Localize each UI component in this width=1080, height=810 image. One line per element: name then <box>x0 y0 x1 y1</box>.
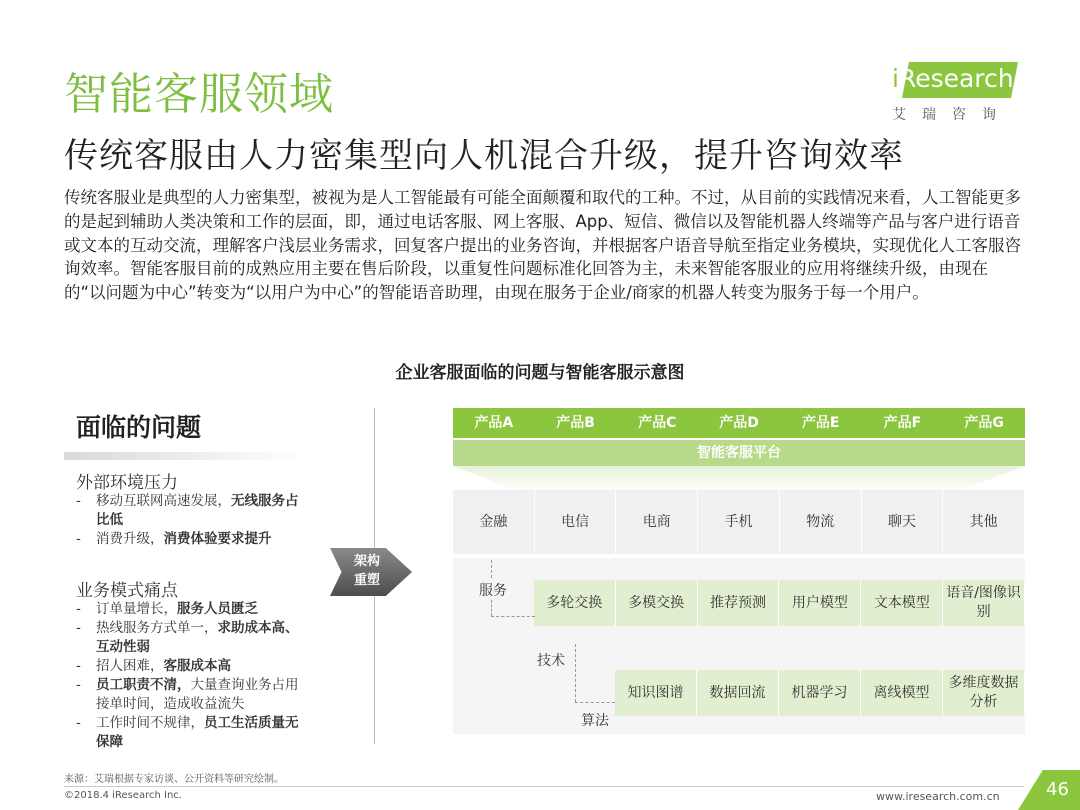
list-item-text <box>96 530 272 549</box>
empty-cell <box>453 670 534 716</box>
technology-cell: 文本模型 <box>861 580 943 626</box>
item-emphasis: 消费体验要求提升 <box>163 531 272 547</box>
bullet-dash: - <box>76 658 81 674</box>
list-item-text <box>96 619 306 657</box>
arrow-label-line2: 重塑 <box>354 573 381 588</box>
item-plain: 热线服务方式单一， <box>96 620 218 636</box>
algorithm-cell: 知识图谱 <box>615 670 697 716</box>
service-connector-h <box>491 616 535 617</box>
list-item-text <box>96 492 306 530</box>
bullet-dash: - <box>76 601 81 617</box>
source-note: 来源：艾瑞根据专家访谈、公开资料等研究绘制。 <box>64 774 284 785</box>
item-emphasis: 求助成本高、互动性弱 <box>96 620 299 655</box>
bullet-dash: - <box>76 620 81 636</box>
algorithm-cell: 数据回流 <box>697 670 779 716</box>
technology-cell: 多轮交换 <box>534 580 616 626</box>
bullet-dash: - <box>76 715 81 731</box>
figure-title: 企业客服面临的问题与智能客服示意图 <box>395 363 685 383</box>
technology-cell: 语音/图像识别 <box>943 580 1025 626</box>
product-cell: 产品D <box>719 415 759 431</box>
section-business-pain: 业务模式痛点 <box>76 581 178 601</box>
page-title: 智能客服领域 <box>64 69 334 120</box>
restructure-arrow <box>330 548 412 596</box>
bullet-dash: - <box>76 493 81 509</box>
list-item-text <box>96 714 306 752</box>
product-cell: 产品E <box>801 415 840 431</box>
algorithm-cell: 机器学习 <box>779 670 861 716</box>
iresearch-logo <box>888 58 1028 128</box>
platform-bar: 智能客服平台 <box>453 440 1025 466</box>
list-item <box>76 676 306 714</box>
list-item <box>76 600 306 619</box>
body-paragraph: 传统客服业是典型的人力密集型，被视为是人工智能最有可能全面颠覆和取代的工种。不过，从目前的实践情况来看，人工智能更多的是起到辅助人类决策和工作的层面，即，通过电话客服、网上客服、App、短信、微信以及智能机器人终端等产品与客户进行语音或文本的互动交流，理解客户浅层业务需求，回复客户提出的业务咨询，并根据客户语音导航至指定业务模块，实现优化人工客服咨询效率。智能客服目前的成熟应用主要在售后阶段，以重复性问题标准化回答为主，未来智能客服业的应用将继续升级，由现在的“以问题为中心”转变为“以用户为中心”的智能语音助理，由现在服务于企业/商家的机器人转变为服务于每一个用户。 <box>64 188 1021 303</box>
item-emphasis: 无线服务占比低 <box>96 493 299 528</box>
product-cell: 产品B <box>556 415 595 431</box>
list-item-text <box>96 600 258 619</box>
industry-cell: 其他 <box>943 490 1025 554</box>
industry-cell: 电信 <box>535 490 617 554</box>
service-connector-v <box>491 600 492 616</box>
item-emphasis: 员工职责不清， <box>96 677 191 693</box>
product-cell: 产品C <box>638 415 677 431</box>
product-cell: 产品F <box>883 415 922 431</box>
logo-word-research: Research <box>898 64 1014 93</box>
list-item <box>76 714 306 752</box>
industry-cell: 物流 <box>780 490 862 554</box>
list-item-text <box>96 676 306 714</box>
item-tail: 大量查询业务占用接单时间，造成收益流失 <box>96 677 299 712</box>
product-cell: 产品A <box>474 415 514 431</box>
list-item <box>76 657 306 676</box>
label-technology: 技术 <box>537 653 565 669</box>
footer-divider <box>64 786 1024 787</box>
page-subtitle: 传统客服由人力密集型向人机混合升级，提升咨询效率 <box>64 136 904 176</box>
business-pain-list <box>76 600 306 752</box>
product-cell: 产品G <box>964 415 1004 431</box>
problems-underline <box>64 452 304 460</box>
website-link[interactable]: www.iresearch.com.cn <box>876 790 1000 803</box>
list-item <box>76 530 306 549</box>
technology-cell: 用户模型 <box>779 580 861 626</box>
arrow-label-line1: 架构 <box>354 554 381 569</box>
list-item-text <box>96 657 231 676</box>
industry-cell: 电商 <box>616 490 698 554</box>
item-emphasis: 客服成本高 <box>163 658 231 674</box>
section-external-pressure: 外部环境压力 <box>76 473 178 493</box>
technology-cell: 推荐预测 <box>698 580 780 626</box>
tech-connector-h <box>575 702 615 703</box>
bullet-dash: - <box>76 677 81 693</box>
service-arrow-line <box>491 560 492 578</box>
industry-cell: 手机 <box>698 490 780 554</box>
bullet-dash: - <box>76 531 81 547</box>
algorithm-cell: 多维度数据分析 <box>943 670 1025 716</box>
item-plain: 消费升级， <box>96 531 164 547</box>
label-algorithm: 算法 <box>581 713 609 729</box>
smart-service-diagram <box>453 408 1025 734</box>
problems-title: 面临的问题 <box>76 413 202 442</box>
industry-row <box>453 490 1025 554</box>
logo-wordmark <box>892 64 1014 93</box>
logo-letter-i: i <box>892 64 899 93</box>
list-item <box>76 492 306 530</box>
logo-chinese: 艾瑞咨询 <box>892 107 1012 123</box>
arrow-label <box>354 552 380 590</box>
item-emphasis: 员工生活质量无保障 <box>96 715 299 750</box>
page-number: 46 <box>1046 779 1069 800</box>
product-row <box>453 408 1025 438</box>
technology-row <box>453 580 1025 626</box>
technology-cell: 多模交换 <box>616 580 698 626</box>
list-item <box>76 619 306 657</box>
label-service: 服务 <box>479 583 507 599</box>
algorithm-cell: 离线模型 <box>861 670 943 716</box>
copyright: ©2018.4 iResearch Inc. <box>64 790 182 801</box>
industry-cell: 金融 <box>453 490 535 554</box>
tech-connector-v <box>575 644 576 702</box>
item-plain: 招人困难， <box>96 658 164 674</box>
item-plain: 移动互联网高速发展， <box>96 493 231 509</box>
item-plain: 订单量增长， <box>96 601 177 617</box>
algorithm-row <box>453 670 1025 716</box>
item-emphasis: 服务人员匮乏 <box>177 601 258 617</box>
external-pressure-list <box>76 492 306 549</box>
item-plain: 工作时间不规律， <box>96 715 204 731</box>
platform-funnel <box>453 466 1025 492</box>
industry-cell: 聊天 <box>862 490 944 554</box>
